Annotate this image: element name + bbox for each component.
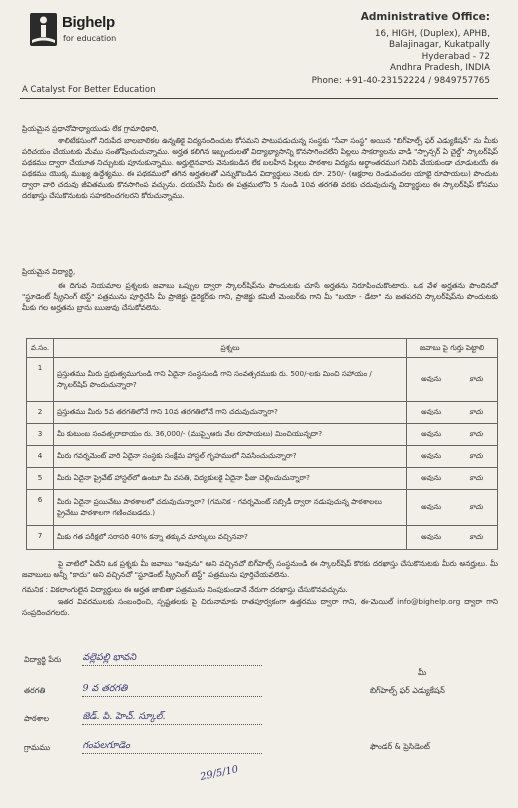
answer-options xyxy=(407,407,497,418)
question-number: 6 xyxy=(27,490,54,526)
column-header: ప్రశ్నలు xyxy=(54,339,407,358)
table-row xyxy=(27,424,498,446)
address-line: 16, HIGH, (Duplex), APHB, xyxy=(374,28,490,39)
eligibility-note-paragraph: పై వాటిలో ఏదేని ఒక ప్రశ్నకు మీ జవాబు "అవును" అని వచ్చినచో బిగ్‌హెల్ప్ సంస్థనుండి ఈ స్కాలర్‌షిప్ కొరకు దరఖాస్తు చేసుకొనుటకు మీరు అనర్హులు. మీ జవాబులు అన్నీ "కాదు" అని వచ్చినచో "స్టూడెంట్ స్క్రీనింగ్ టెస్ట్" పత్రమును పూర్తిచేయవలెను. xyxy=(22,559,498,579)
answer-cell xyxy=(407,446,498,468)
answer-no-option[interactable]: కాదు xyxy=(469,533,483,542)
student-salutation: ప్రియమైన విద్యార్థి, xyxy=(22,267,76,276)
answer-cell xyxy=(407,490,498,526)
answer-no-option[interactable]: కాదు xyxy=(469,452,483,461)
answer-cell xyxy=(407,526,498,550)
question-text: మీరు గవర్నమెంట్ వారి ఏదైనా సంస్థకు సంక్షేమ హాస్టల్ గృహములో నివసించుచున్నారా? xyxy=(54,446,407,468)
question-text: మీరు ఏదైనా ప్రైవేట్ హాస్టల్‌లో ఉంటూ మీ వసతి, విద్యకులకై ఏదైనా ఫీజు చెల్లించుచున్నారా? xyxy=(54,468,407,490)
question-number: 4 xyxy=(27,446,54,468)
closing-title: ఫౌండర్ & ప్రెసిడెంట్ xyxy=(370,742,430,751)
answer-options xyxy=(407,429,497,440)
answer-yes-option[interactable]: అవును xyxy=(421,474,442,483)
instructions-paragraph: ఈ దిగువ నియమాల ప్రశ్నలకు జవాబు ఒప్పుల ద్వారా స్కాలర్‌షిప్‌ను పొందుటకు చూసే అర్హతను నిరూపించుకొంటారు. ఒక వేళ అర్హతను పొందినచో "స్టూడెంట్ స్క్రీనింగ్ టెస్ట్" పత్రమును పూర్తిచేసి మీ ప్రాజెక్టు డైరెక్టర్‌కు గాని, ప్రాజెక్టు కమిటీ మెంబర్‌కు గాని మీ "బయో - డేటా" ను జతపరచి స్కాలర్‌షిప్‌ను పొందుటకు మీకు గల అర్హతను బ్రాను ఋజువు చేసుకోవలెను. xyxy=(22,281,498,312)
question-number: 5 xyxy=(27,468,54,490)
table-row xyxy=(27,446,498,468)
answer-options xyxy=(407,374,497,385)
answer-cell xyxy=(407,424,498,446)
question-number: 3 xyxy=(27,424,54,446)
field-value[interactable]: 9 వ తరగతి xyxy=(82,683,262,697)
intro-paragraph: శాలిటేకసుంగో నిరుపేద బాలబాలికల ఉన్నతికై విద్యనందించుట కోసమని పాటుపడుచున్న సంస్థకు "సేవా సంస్థ" అయిన "బిగ్‌హెల్ప్ ఫర్ ఎడ్యుకేషన్" ను మీకు పరిచయం చేయుటకు మేము సంతోషించుచున్నాము. అర్హత కలిగిన ఇబ్బందులతో విద్యాభ్యాసాన్ని కొనసాగించలేని పిల్లలు సాకర్యాలను వాడి "స్పాన్సర్ ఏ చైల్డ్" స్కాలర్‌షిప్ పథకము ద్వారా చేయూత నిచ్చుటకు పూనుకున్నాము. అర్హులైనవారు వెనుకబడిన లేక బలహీన పిల్లలు పాఠశాల విద్యను అర్థాంతరముగ నిలిపి వేయకుండా చూడుటయే ఈ పథకము యొక్క ముఖ్య ఉద్దేశ్యము. ఈ పథకములో తగిన అర్హతలతో ఎన్నుకొబడిన విద్యార్థులు నెలకు రూ. 250/- (అక్షరాల రెండువందల యాభై రూపాయలు) పొందుట ద్వారా వారి చదువు జీవితముకు కొనసాగింప వచ్చును. దయచేసి మీరు ఈ పత్రములోని 5 నుండి 10వ తరగతి వరకు చదువుచున్న విద్యార్థులు ఈ స్కాలర్‌షిప్ కోసము దరఖాస్తు చేసుకొనుటకు సహకరించగలరని కోరుచున్నాము. xyxy=(22,136,498,200)
office-address-block xyxy=(312,12,490,88)
header-divider xyxy=(20,98,498,99)
table-row xyxy=(27,468,498,490)
answer-no-option[interactable]: కాదు xyxy=(469,503,483,512)
contact-paragraph: ఇతర వివరములకు సంబంధించి, స్పష్టతలకు పై చిరునామాకు రాతపూర్వకంగా ఉత్తరము ద్వారా గాని, ఈ-మెయిల్ info@bighelp.org ద్వారా గాని సంప్రదించగలరు. xyxy=(22,597,498,617)
question-text: మీ కుటుంబ సంవత్సరాదాయం రు. 36,000/- (ముప్పైఆరు వేల రూపాయలు) మించియున్నదా? xyxy=(54,424,407,446)
answer-yes-option[interactable]: అవును xyxy=(421,375,442,384)
class-field xyxy=(24,683,262,697)
field-label: తరగతి xyxy=(24,686,46,695)
answer-no-option[interactable]: కాదు xyxy=(469,474,483,483)
tagline: A Catalyst For Better Education xyxy=(22,85,156,95)
answer-cell xyxy=(407,358,498,402)
field-value[interactable]: గంపలగూడెం xyxy=(82,740,262,754)
eligibility-table xyxy=(26,338,498,550)
address-line: Andhra Pradesh, INDIA xyxy=(389,63,490,74)
question-text: ప్రస్తుతము మీరు ప్రభుత్వముగుండి గాని ఏదైనా సంస్థనుండి గాని సంవత్సరముకు రు. 500/-లకు మించి సహాయం / స్కాలర్‌షిప్ పొందుచున్నారా? xyxy=(54,358,407,402)
disability-note: గమనిక : వికలాంగులైన విద్యార్థులు ఈ అర్హత జాబితా పత్రమును నింపుకుండానే నేరుగా దరఖాస్తు చేసుకొనవచ్చును. xyxy=(22,585,348,594)
address-line: Hyderabad - 72 xyxy=(421,51,490,62)
office-heading: Administrative Office: xyxy=(360,11,490,23)
handwritten-date-signature: 29/5/10 xyxy=(199,764,240,783)
question-number: 2 xyxy=(27,402,54,424)
answer-no-option[interactable]: కాదు xyxy=(469,375,483,384)
table-header-row xyxy=(27,339,498,358)
column-header: వ.సం. xyxy=(27,339,54,358)
school-field xyxy=(24,711,262,725)
table-row xyxy=(27,490,498,526)
field-label: గ్రామము xyxy=(24,743,51,752)
answer-options xyxy=(407,473,497,484)
field-value[interactable]: జెడ్. పి. హెచ్. స్కూల్. xyxy=(82,711,262,725)
answer-no-option[interactable]: కాదు xyxy=(469,408,483,417)
village-field xyxy=(24,740,262,754)
answer-cell xyxy=(407,468,498,490)
brand-name: Bighelp xyxy=(62,14,115,31)
answer-no-option[interactable]: కాదు xyxy=(469,430,483,439)
table-row xyxy=(27,526,498,550)
answer-yes-option[interactable]: అవును xyxy=(421,452,442,461)
closing-org: బిగ్‌హెల్ప్ ఫర్ ఎడ్యుకేషన్ xyxy=(370,686,445,695)
field-value[interactable]: వల్లెపల్లి భావని xyxy=(82,652,262,666)
answer-yes-option[interactable]: అవును xyxy=(421,533,442,542)
answer-options xyxy=(407,532,497,543)
question-number: 1 xyxy=(27,358,54,402)
answer-yes-option[interactable]: అవును xyxy=(421,503,442,512)
answer-options xyxy=(407,502,497,513)
question-number: 7 xyxy=(27,526,54,550)
table-row xyxy=(27,358,498,402)
bighelp-logo xyxy=(30,13,57,46)
question-text: ప్రస్తుతము మీరు 5వ తరగతిలోనే గాని 10వ తరగతిలోనే గాని చదువుచున్నారా? xyxy=(54,402,407,424)
field-label: పాఠశాల xyxy=(24,714,50,723)
salutation: ప్రియమైన ప్రధానోపాధ్యాయుడు లేక గ్రామాధికారి, xyxy=(22,124,159,133)
field-label: విద్యార్థి పేరు xyxy=(24,655,62,664)
address-line: Balajinagar, Kukatpally xyxy=(388,40,490,51)
answer-yes-option[interactable]: అవును xyxy=(421,430,442,439)
closing-word: మీ xyxy=(418,668,427,677)
phone-line: Phone: +91-40-23152224 / 9849757765 xyxy=(311,75,490,86)
brand-subtitle: for education xyxy=(63,34,117,43)
student-name-field xyxy=(24,652,262,666)
answer-options xyxy=(407,451,497,462)
answer-yes-option[interactable]: అవును xyxy=(421,408,442,417)
question-text: మీకు గత పరీక్షలో సరాసరి 40% కన్నా తక్కువ మార్కులు వచ్చినవా? xyxy=(54,526,407,550)
question-text: మీరు ఏదైనా ప్రయివేటు పాఠశాలలో చదువుచున్నారా? (గమనిక - గవర్నమెంట్ సబ్సిడీ ద్వారా నడుపుచున్న పాఠశాలలు ప్రైవేటు పాఠశాలగా గణించబడదు.) xyxy=(54,490,407,526)
answer-cell xyxy=(407,402,498,424)
column-header: జవాబు పై గుర్తు పెట్టాలి xyxy=(407,339,498,358)
table-row xyxy=(27,402,498,424)
